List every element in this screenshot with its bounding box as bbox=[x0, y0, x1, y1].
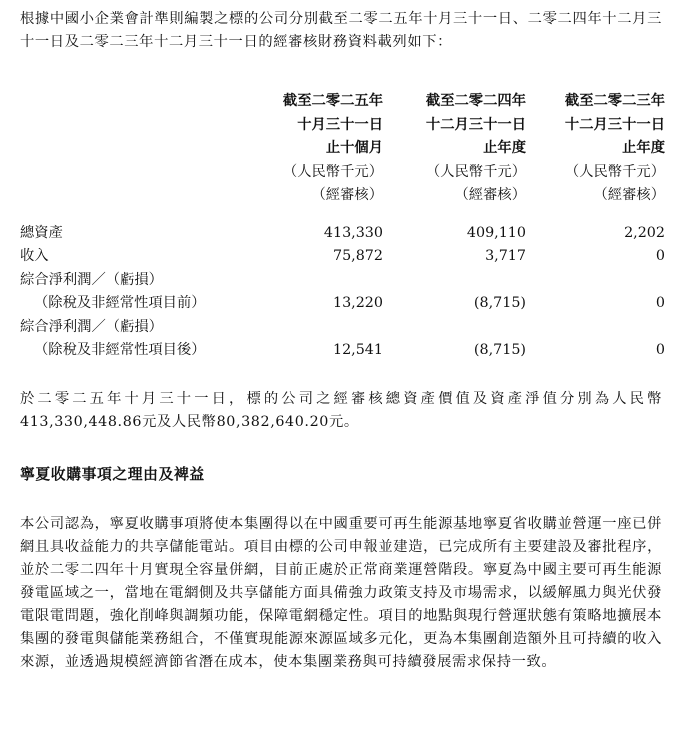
column-header-2023 bbox=[526, 90, 665, 208]
section-body: 本公司認為，寧夏收購事項將使本集團得以在中國重要可再生能源基地寧夏省收購並營運一座已併網且具收益能力的共享儲能電站。項目由標的公司申報並建造，已完成所有主要建設及審批程序，並於二零二四年十月實現全容量併網，目前正處於正常商業運營階段。寧夏為中國主要可再生能源發電區域之一，當地在電網側及共享儲能方面具備強力政策支持及市場需求，以緩解風力與光伏發電限電問題，強化削峰與調頻功能，保障電網穩定性。項目的地點與現行營運狀態有策略地擴展本集團的發電與儲能業務組合，不僅實現能源來源區域多元化，更為本集團創造額外且可持續的收入來源，並透過規模經濟節省潛在成本，使本集團業務與可持續發展需求保持一致。 bbox=[20, 516, 662, 670]
column-header-audit: （經審核） bbox=[593, 187, 665, 203]
table-header-row bbox=[20, 90, 665, 208]
table-cell: 3,717 bbox=[485, 248, 526, 264]
table-cell: 75,872 bbox=[332, 248, 383, 264]
column-header-unit: （人民幣千元） bbox=[282, 163, 383, 180]
column-header-audit: （經審核） bbox=[454, 187, 526, 203]
row-sublabel bbox=[20, 292, 266, 316]
row-label: 總資產 bbox=[20, 224, 63, 241]
table-cell: 0 bbox=[655, 342, 665, 358]
table-row-profit-after-tax bbox=[20, 339, 665, 363]
table-row-profit-before-tax bbox=[20, 292, 665, 316]
table-cell: 13,220 bbox=[332, 295, 383, 311]
column-header-line: 十二月三十一日 bbox=[564, 116, 665, 133]
column-header-2025 bbox=[266, 90, 383, 208]
column-header-line: 截至二零二四年 bbox=[425, 93, 526, 109]
column-header-line: 十二月三十一日 bbox=[425, 116, 526, 133]
table-cell: 12,541 bbox=[332, 342, 383, 358]
section-title: 寧夏收購事項之理由及裨益 bbox=[20, 466, 205, 483]
column-header-line: 止年度 bbox=[622, 140, 665, 156]
table-header-blank bbox=[20, 90, 266, 208]
column-header-unit: （人民幣千元） bbox=[564, 163, 665, 180]
row-label: 收入 bbox=[20, 248, 49, 264]
table-row-total-assets bbox=[20, 222, 665, 246]
intro-paragraph: 根據中國小企業會計準則編製之標的公司分別截至二零二五年十月三十一日、二零二四年十二月三十一日及二零二三年十二月三十一日的經審核財務資料載列如下： bbox=[20, 11, 662, 50]
table-cell: (8,715) bbox=[473, 342, 526, 358]
table-cell: 0 bbox=[655, 248, 665, 264]
table-cell: 409,110 bbox=[466, 224, 526, 241]
column-header-line: 止年度 bbox=[483, 140, 526, 156]
row-sublabel-text: （除稅及非經常性項目前） bbox=[34, 295, 206, 311]
row-sublabel-text: （除稅及非經常性項目後） bbox=[34, 342, 206, 358]
column-header-line: 十月三十一日 bbox=[297, 116, 383, 133]
row-label: 綜合淨利潤／（虧損） bbox=[20, 271, 163, 288]
table-cell: 0 bbox=[655, 295, 665, 311]
row-sublabel bbox=[20, 339, 266, 363]
table-row-profit-after-label bbox=[20, 316, 665, 340]
table-cell: 413,330 bbox=[323, 224, 383, 241]
column-header-line: 截至二零二三年 bbox=[564, 93, 665, 109]
column-header-line: 截至二零二五年 bbox=[282, 93, 383, 109]
table-row-profit-before-label bbox=[20, 269, 665, 293]
column-header-unit: （人民幣千元） bbox=[425, 163, 526, 180]
column-header-line: 止十個月 bbox=[325, 140, 383, 156]
row-label: 綜合淨利潤／（虧損） bbox=[20, 318, 163, 335]
table-spacer bbox=[20, 208, 665, 222]
table-cell: (8,715) bbox=[473, 295, 526, 311]
summary-paragraph: 於二零二五年十月三十一日，標的公司之經審核總資產價值及資產淨值分別為人民幣413,330,448.86元及人民幣80,382,640.20元。 bbox=[20, 391, 662, 430]
column-header-2024 bbox=[383, 90, 526, 208]
financial-table bbox=[20, 90, 665, 363]
column-header-audit: （經審核） bbox=[311, 187, 383, 203]
table-row-revenue bbox=[20, 245, 665, 269]
table-cell: 2,202 bbox=[624, 224, 665, 241]
